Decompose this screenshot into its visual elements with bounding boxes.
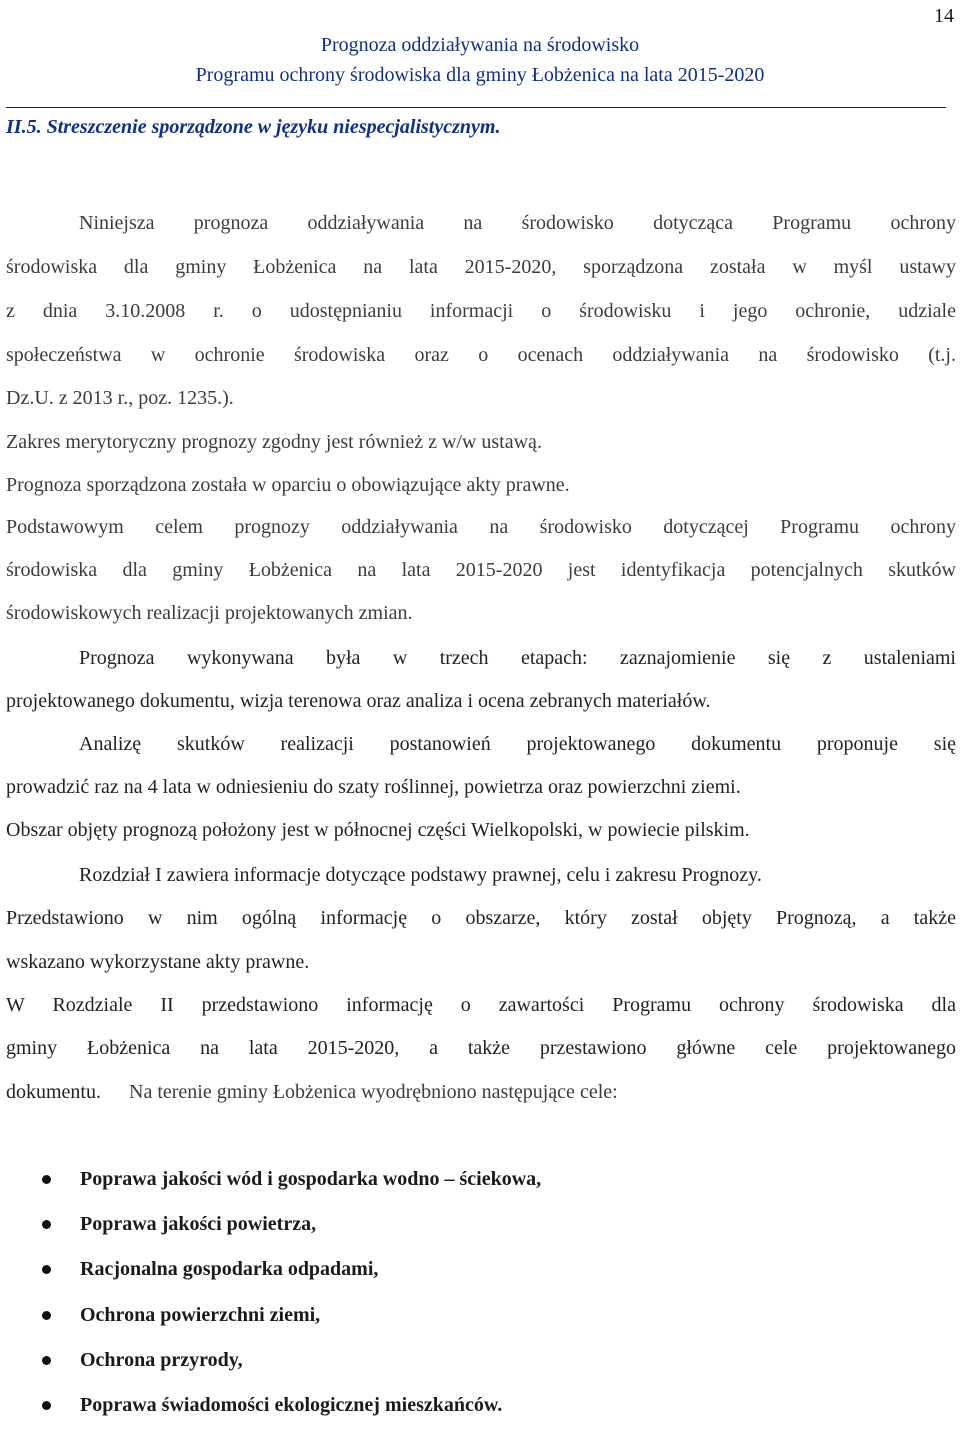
header-rule [6,107,946,108]
goal-text: Racjonalna gospodarka odpadami, [80,1258,379,1281]
bullet-icon [42,1265,51,1274]
bullet-icon [42,1220,51,1229]
bullet-icon [42,1175,51,1184]
body-line: Rozdział I zawiera informacje dotyczące podstawy prawnej, celu i zakresu Prognozy. [79,864,762,886]
body-line: Prognoza sporządzona została w oparciu o obowiązujące akty prawne. [6,474,570,496]
body-line: Podstawowym celem prognozy oddziaływania na środowisko dotyczącej Programu ochrony [6,516,956,538]
body-line: Niniejsza prognoza oddziaływania na środowisko dotycząca Programu ochrony [79,212,956,234]
body-line: Dz.U. z 2013 r., poz. 1235.). [6,387,234,409]
body-line: Zakres merytoryczny prognozy zgodny jest również z w/w ustawą. [6,431,542,453]
goal-text: Poprawa świadomości ekologicznej mieszkańców. [80,1393,503,1416]
goal-text: Ochrona powierzchni ziemi, [80,1303,321,1326]
body-line: z dnia 3.10.2008 r. o udostępnianiu informacji o środowisku i jego ochronie, udziale [6,300,956,322]
header-line-2: Programu ochrony środowiska dla gminy Łobżenica na lata 2015-2020 [195,64,765,86]
bullet-icon [42,1356,51,1365]
body-line: środowiska dla gminy Łobżenica na lata 2015-2020, sporządzona została w myśl ustawy [6,256,956,278]
body-line: środowiskowych realizacji projektowanych zmian. [6,602,413,624]
body-line: gminy Łobżenica na lata 2015-2020, a także przestawiono główne cele projektowanego [6,1037,956,1059]
body-line: prowadzić raz na 4 lata w odniesieniu do szaty roślinnej, powietrza oraz powierzchni ziemi. [6,776,741,798]
body-line: projektowanego dokumentu, wizja terenowa oraz analiza i ocena zebranych materiałów. [6,690,711,712]
header-line-1: Prognoza oddziaływania na środowisko [320,34,640,56]
body-line: społeczeństwa w ochronie środowiska oraz o ocenach oddziaływania na środowisko (t.j. [6,344,956,366]
body-line: W Rozdziale II przedstawiono informację o zawartości Programu ochrony środowiska dla [6,994,956,1016]
page-number: 14 [934,5,954,27]
goal-text: Ochrona przyrody, [80,1348,243,1371]
body-line: środowiska dla gminy Łobżenica na lata 2015-2020 jest identyfikacja potencjalnych skutków [6,559,956,581]
bullet-icon [42,1311,51,1320]
section-title: II.5. Streszczenie sporządzone w języku niespecjalistycznym. [6,116,501,138]
body-line: dokumentu. [6,1081,101,1103]
body-line: Obszar objęty prognozą położony jest w północnej części Wielkopolski, w powiecie pilskim. [6,819,750,841]
body-line: Na terenie gminy Łobżenica wyodrębniono następujące cele: [129,1081,618,1103]
page-header [0,30,960,90]
body-line: Przedstawiono w nim ogólną informację o obszarze, który został objęty Prognozą, a także [6,907,956,929]
bullet-icon [42,1401,51,1410]
goal-text: Poprawa jakości powietrza, [80,1213,317,1236]
body-line: Analizę skutków realizacji postanowień projektowanego dokumentu proponuje się [79,733,956,755]
goal-text: Poprawa jakości wód i gospodarka wodno – ściekowa, [80,1168,542,1190]
body-line: wskazano wykorzystane akty prawne. [6,951,310,973]
body-line: Prognoza wykonywana była w trzech etapach: zaznajomienie się z ustaleniami [79,647,956,669]
